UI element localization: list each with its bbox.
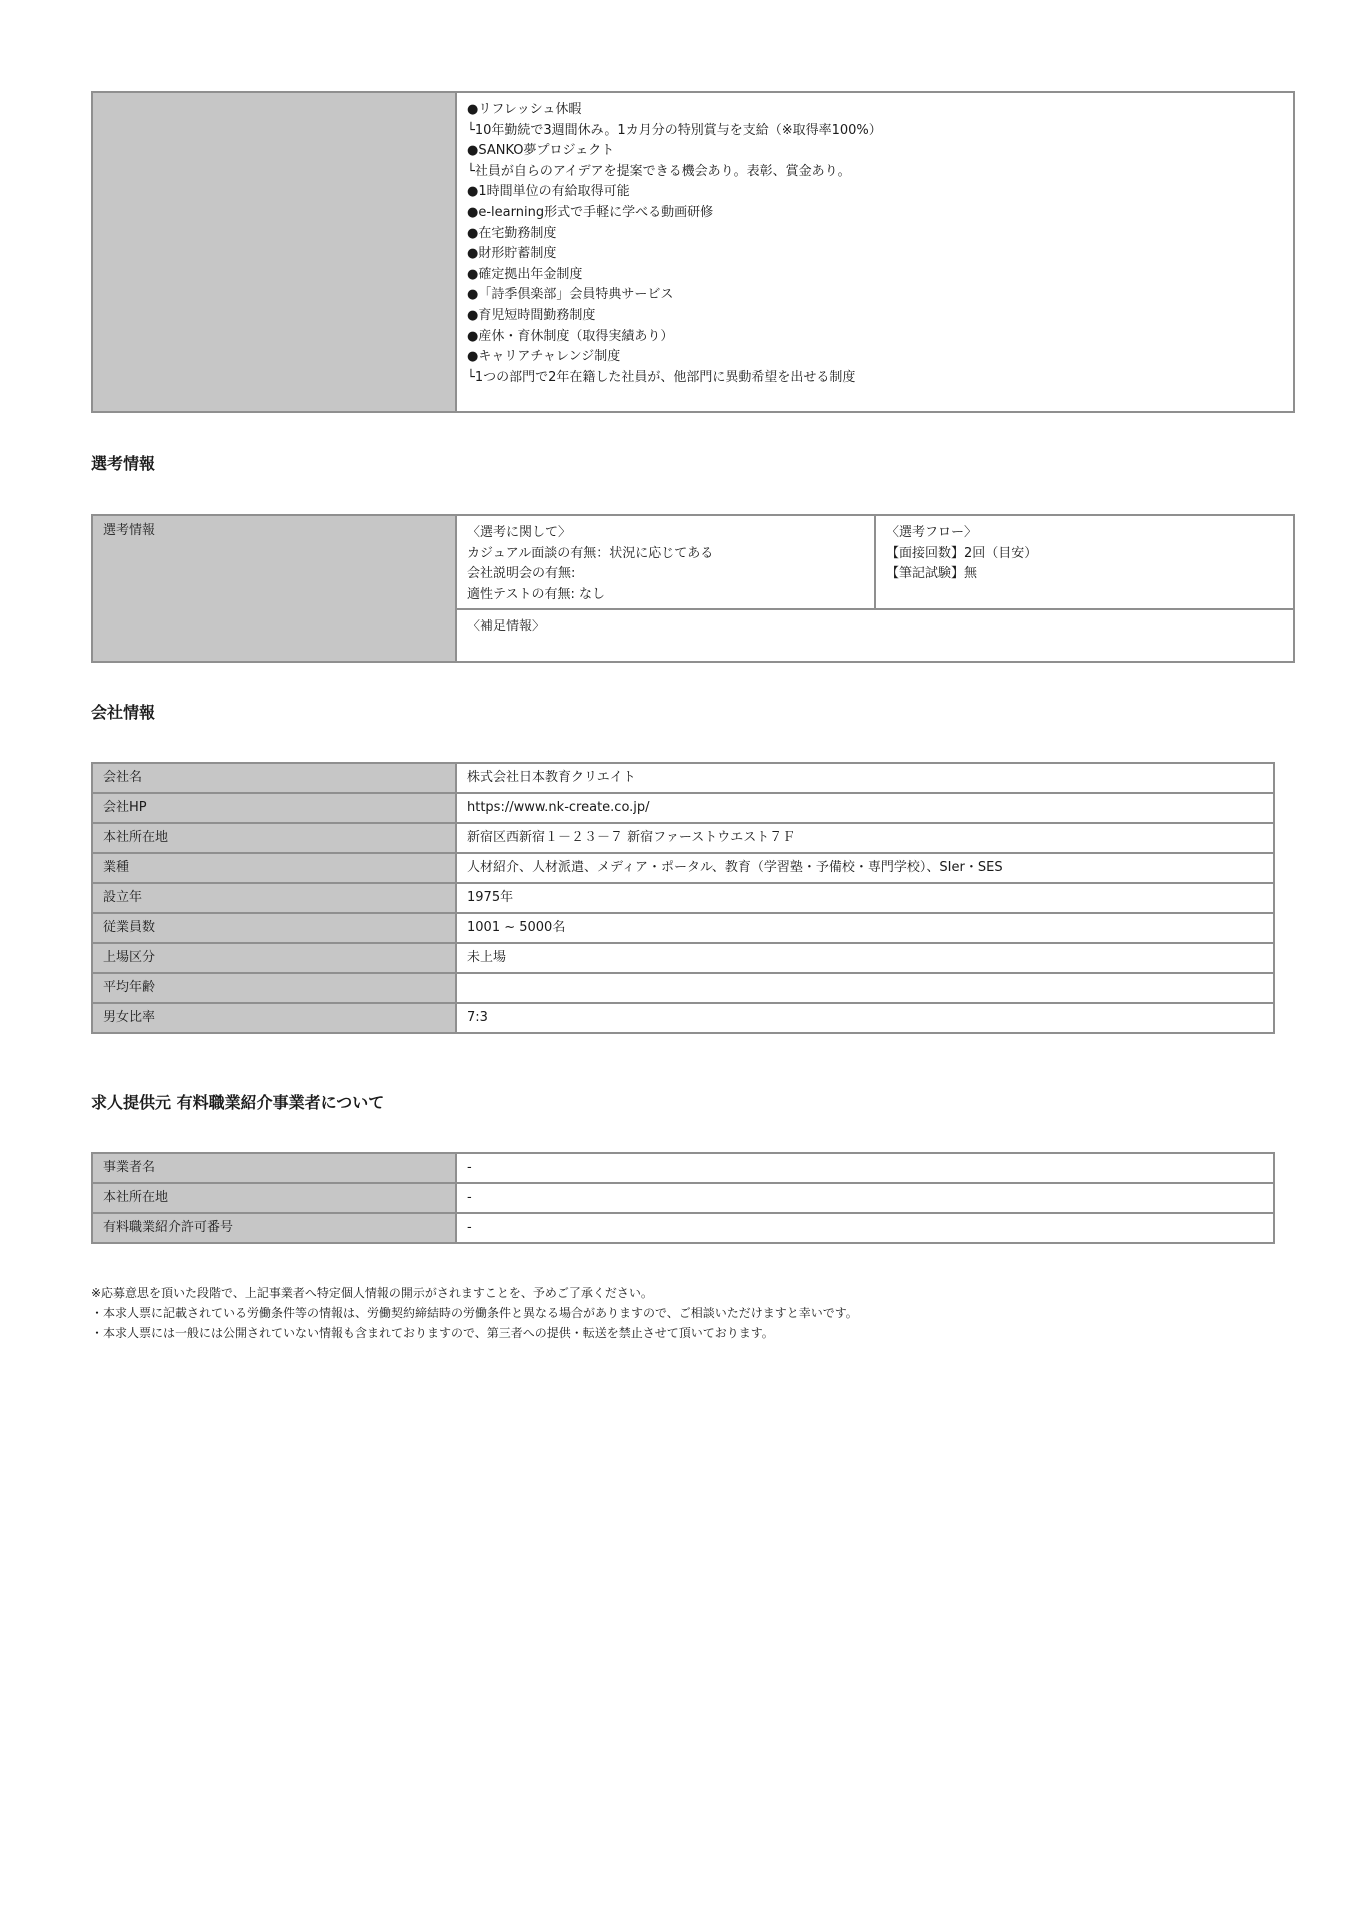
selection-about-cell: [456, 515, 875, 609]
benefits-list: [467, 100, 1283, 388]
provider-label: 本社所在地: [92, 1183, 456, 1213]
list-item: ●「詩季倶楽部」会員特典サービス: [467, 287, 674, 303]
selection-flow-line: 【面接回数】2回（目安）: [886, 545, 1038, 561]
selection-section-title: 選考情報: [91, 454, 156, 473]
provider-label: 有料職業紹介許可番号: [92, 1213, 456, 1243]
company-value: 新宿区西新宿１－２３－７ 新宿ファーストウエスト７Ｆ: [456, 823, 1274, 853]
benefits-value-cell: [456, 92, 1294, 412]
selection-supplement-heading: 〈補足情報〉: [467, 619, 546, 634]
company-label: 従業員数: [92, 913, 456, 943]
table-row: [92, 853, 1274, 883]
selection-about-line: 適性テストの有無: なし: [467, 586, 605, 602]
note-line: ※応募意思を頂いた段階で、上記事業者へ特定個人情報の開示がされますことを、予めご了承ください。: [91, 1286, 653, 1300]
company-value: https://www.nk-create.co.jp/: [456, 793, 1274, 823]
selection-flow-cell: [875, 515, 1294, 609]
list-item: ●1時間単位の有給取得可能: [467, 184, 630, 200]
benefits-table: [91, 91, 1295, 413]
note-line: ・本求人票には一般には公開されていない情報も含まれておりますので、第三者への提供・転送を禁止させて頂いております。: [91, 1326, 774, 1340]
company-section-title: 会社情報: [91, 703, 156, 722]
provider-table: [91, 1152, 1275, 1244]
table-row: [92, 943, 1274, 973]
list-item: ●e-learning形式で手軽に学べる動画研修: [467, 204, 714, 220]
company-table: [91, 762, 1275, 1034]
selection-about-line: 会社説明会の有無:: [467, 566, 576, 582]
table-row: [92, 823, 1274, 853]
company-value: 1001 ~ 5000名: [456, 913, 1274, 943]
company-value: 未上場: [456, 943, 1274, 973]
list-item: ●キャリアチャレンジ制度: [467, 349, 621, 365]
list-item: ●SANKO夢プロジェクト: [467, 143, 615, 159]
company-label: 会社名: [92, 763, 456, 793]
selection-flow-line: 【筆記試験】無: [886, 566, 978, 582]
list-item: ●育児短時間勤務制度: [467, 307, 596, 323]
table-row: [92, 1213, 1274, 1243]
selection-label: 選考情報: [103, 523, 156, 538]
company-value: [456, 973, 1274, 1003]
notes-block: [91, 1283, 858, 1343]
table-row: [92, 1003, 1274, 1033]
company-label: 業種: [92, 853, 456, 883]
company-label: 男女比率: [92, 1003, 456, 1033]
company-value: 人材紹介、人材派遣、メディア・ポータル、教育（学習塾・予備校・専門学校）、SIer・SES: [456, 853, 1274, 883]
selection-table: [91, 514, 1295, 663]
company-label: 本社所在地: [92, 823, 456, 853]
list-item: ●産休・育休制度（取得実績あり）: [467, 328, 674, 344]
table-row: [92, 973, 1274, 1003]
table-row: [92, 793, 1274, 823]
company-label: 上場区分: [92, 943, 456, 973]
list-item: ●リフレッシュ休暇: [467, 102, 582, 117]
table-row: [92, 763, 1274, 793]
provider-value: -: [456, 1183, 1274, 1213]
table-row: [92, 1153, 1274, 1183]
company-value: 株式会社日本教育クリエイト: [456, 763, 1274, 793]
list-item: └社員が自らのアイデアを提案できる機会あり。表彰、賞金あり。: [467, 163, 851, 179]
company-value: 1975年: [456, 883, 1274, 913]
selection-label-cell: [92, 515, 456, 662]
table-row: [92, 913, 1274, 943]
list-item: ●確定拠出年金制度: [467, 266, 583, 282]
benefits-label-cell: [92, 92, 456, 412]
company-label: 設立年: [92, 883, 456, 913]
table-row: [92, 883, 1274, 913]
company-label: 会社HP: [92, 793, 456, 823]
company-label: 平均年齢: [92, 973, 456, 1003]
table-row: [92, 1183, 1274, 1213]
list-item: └10年勤続で3週間休み。1カ月分の特別賞与を支給（※取得率100%）: [467, 122, 882, 138]
provider-label: 事業者名: [92, 1153, 456, 1183]
selection-about-line: カジュアル面談の有無：状況に応じてある: [467, 545, 714, 561]
list-item: └1つの部門で2年在籍した社員が、他部門に異動希望を出せる制度: [467, 369, 856, 385]
selection-supplement-cell: [456, 609, 1294, 662]
provider-section-title: 求人提供元 有料職業紹介事業者について: [91, 1093, 385, 1112]
company-value: 7:3: [456, 1003, 1274, 1033]
selection-flow-heading: 〈選考フロー〉: [886, 525, 978, 540]
provider-value: -: [456, 1213, 1274, 1243]
provider-value: -: [456, 1153, 1274, 1183]
note-line: ・本求人票に記載されている労働条件等の情報は、労働契約締結時の労働条件と異なる場合がありますので、ご相談いただけますと幸いです。: [91, 1306, 858, 1320]
list-item: ●在宅勤務制度: [467, 225, 557, 241]
list-item: ●財形貯蓄制度: [467, 246, 557, 262]
selection-about-heading: 〈選考に関して〉: [467, 525, 572, 540]
